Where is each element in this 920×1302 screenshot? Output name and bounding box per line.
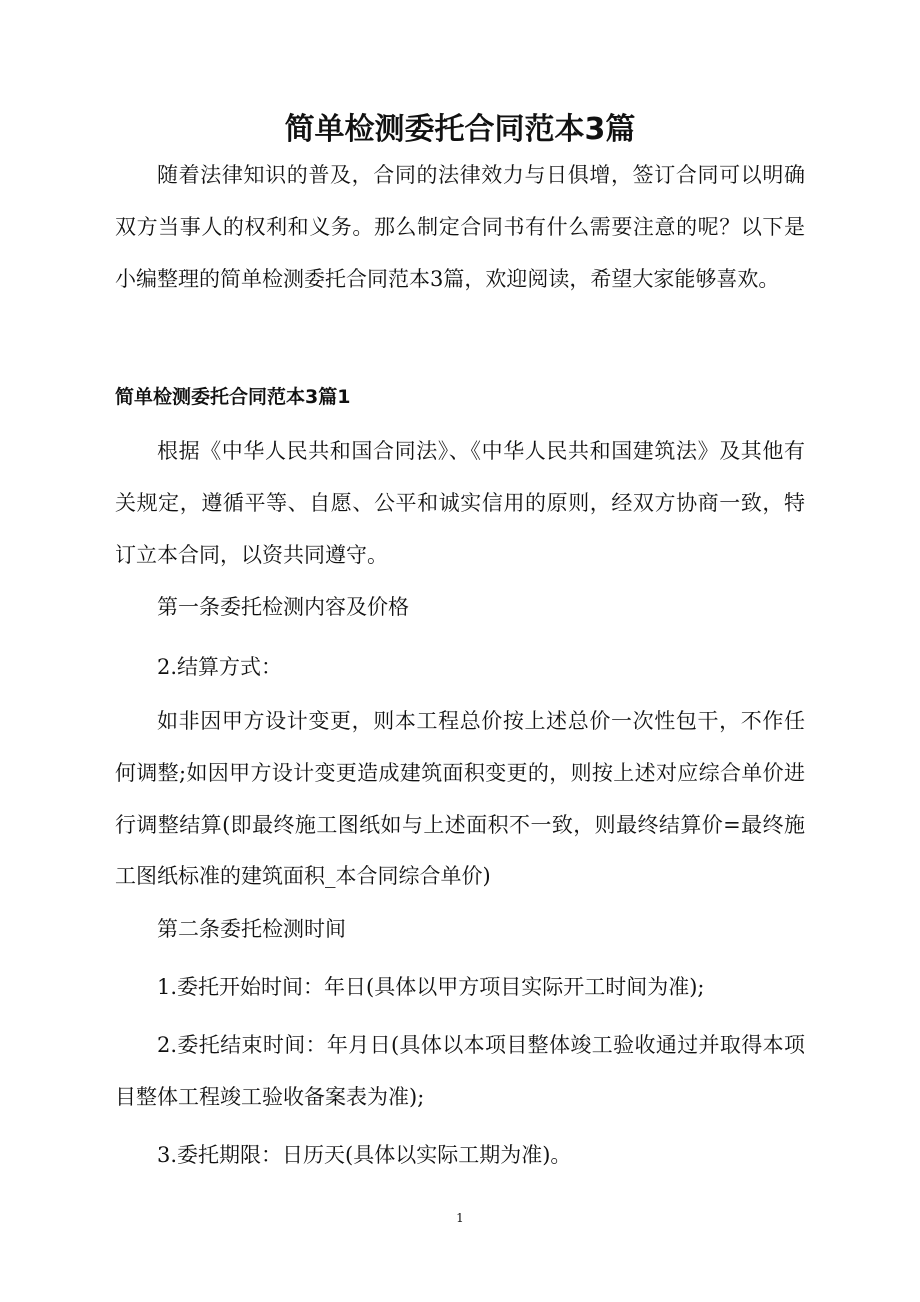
intro-paragraph: 随着法律知识的普及，合同的法律效力与日俱增，签订合同可以明确双方当事人的权利和义务。那么制定合同书有什么需要注意的呢？以下是小编整理的简单检测委托合同范本3篇，欢迎阅读，希望大家能够喜欢。 xyxy=(115,163,805,291)
term-end: 2.委托结束时间：年月日(具体以本项目整体竣工验收通过并取得本项目整体工程竣工验收备案表为准); xyxy=(115,1033,805,1109)
term-period: 3.委托期限：日历天(具体以实际工期为准)。 xyxy=(157,1143,572,1167)
page-number: 1 xyxy=(456,1211,464,1225)
paragraph-settlement: 如非因甲方设计变更，则本工程总价按上述总价一次性包干，不作任何调整;如因甲方设计变更造成建筑面积变更的，则按上述对应综合单价进行调整结算(即最终施工图纸如与上述面积不一致，则最终结算价=最终施工图纸标准的建筑面积_本合同综合单价) xyxy=(115,709,805,889)
document-title: 简单检测委托合同范本3篇 xyxy=(284,112,636,147)
paragraph-preamble: 根据《中华人民共和国合同法》、《中华人民共和国建筑法》及其他有关规定，遵循平等、自愿、公平和诚实信用的原则，经双方协商一致，特订立本合同，以资共同遵守。 xyxy=(115,439,805,567)
term-start: 1.委托开始时间：年日(具体以甲方项目实际开工时间为准); xyxy=(157,975,705,999)
section-heading: 简单检测委托合同范本3篇1 xyxy=(115,386,351,408)
settlement-method: 2.结算方式： xyxy=(157,655,283,679)
article-2-heading: 第二条委托检测时间 xyxy=(157,917,346,941)
article-1-heading: 第一条委托检测内容及价格 xyxy=(157,595,409,619)
